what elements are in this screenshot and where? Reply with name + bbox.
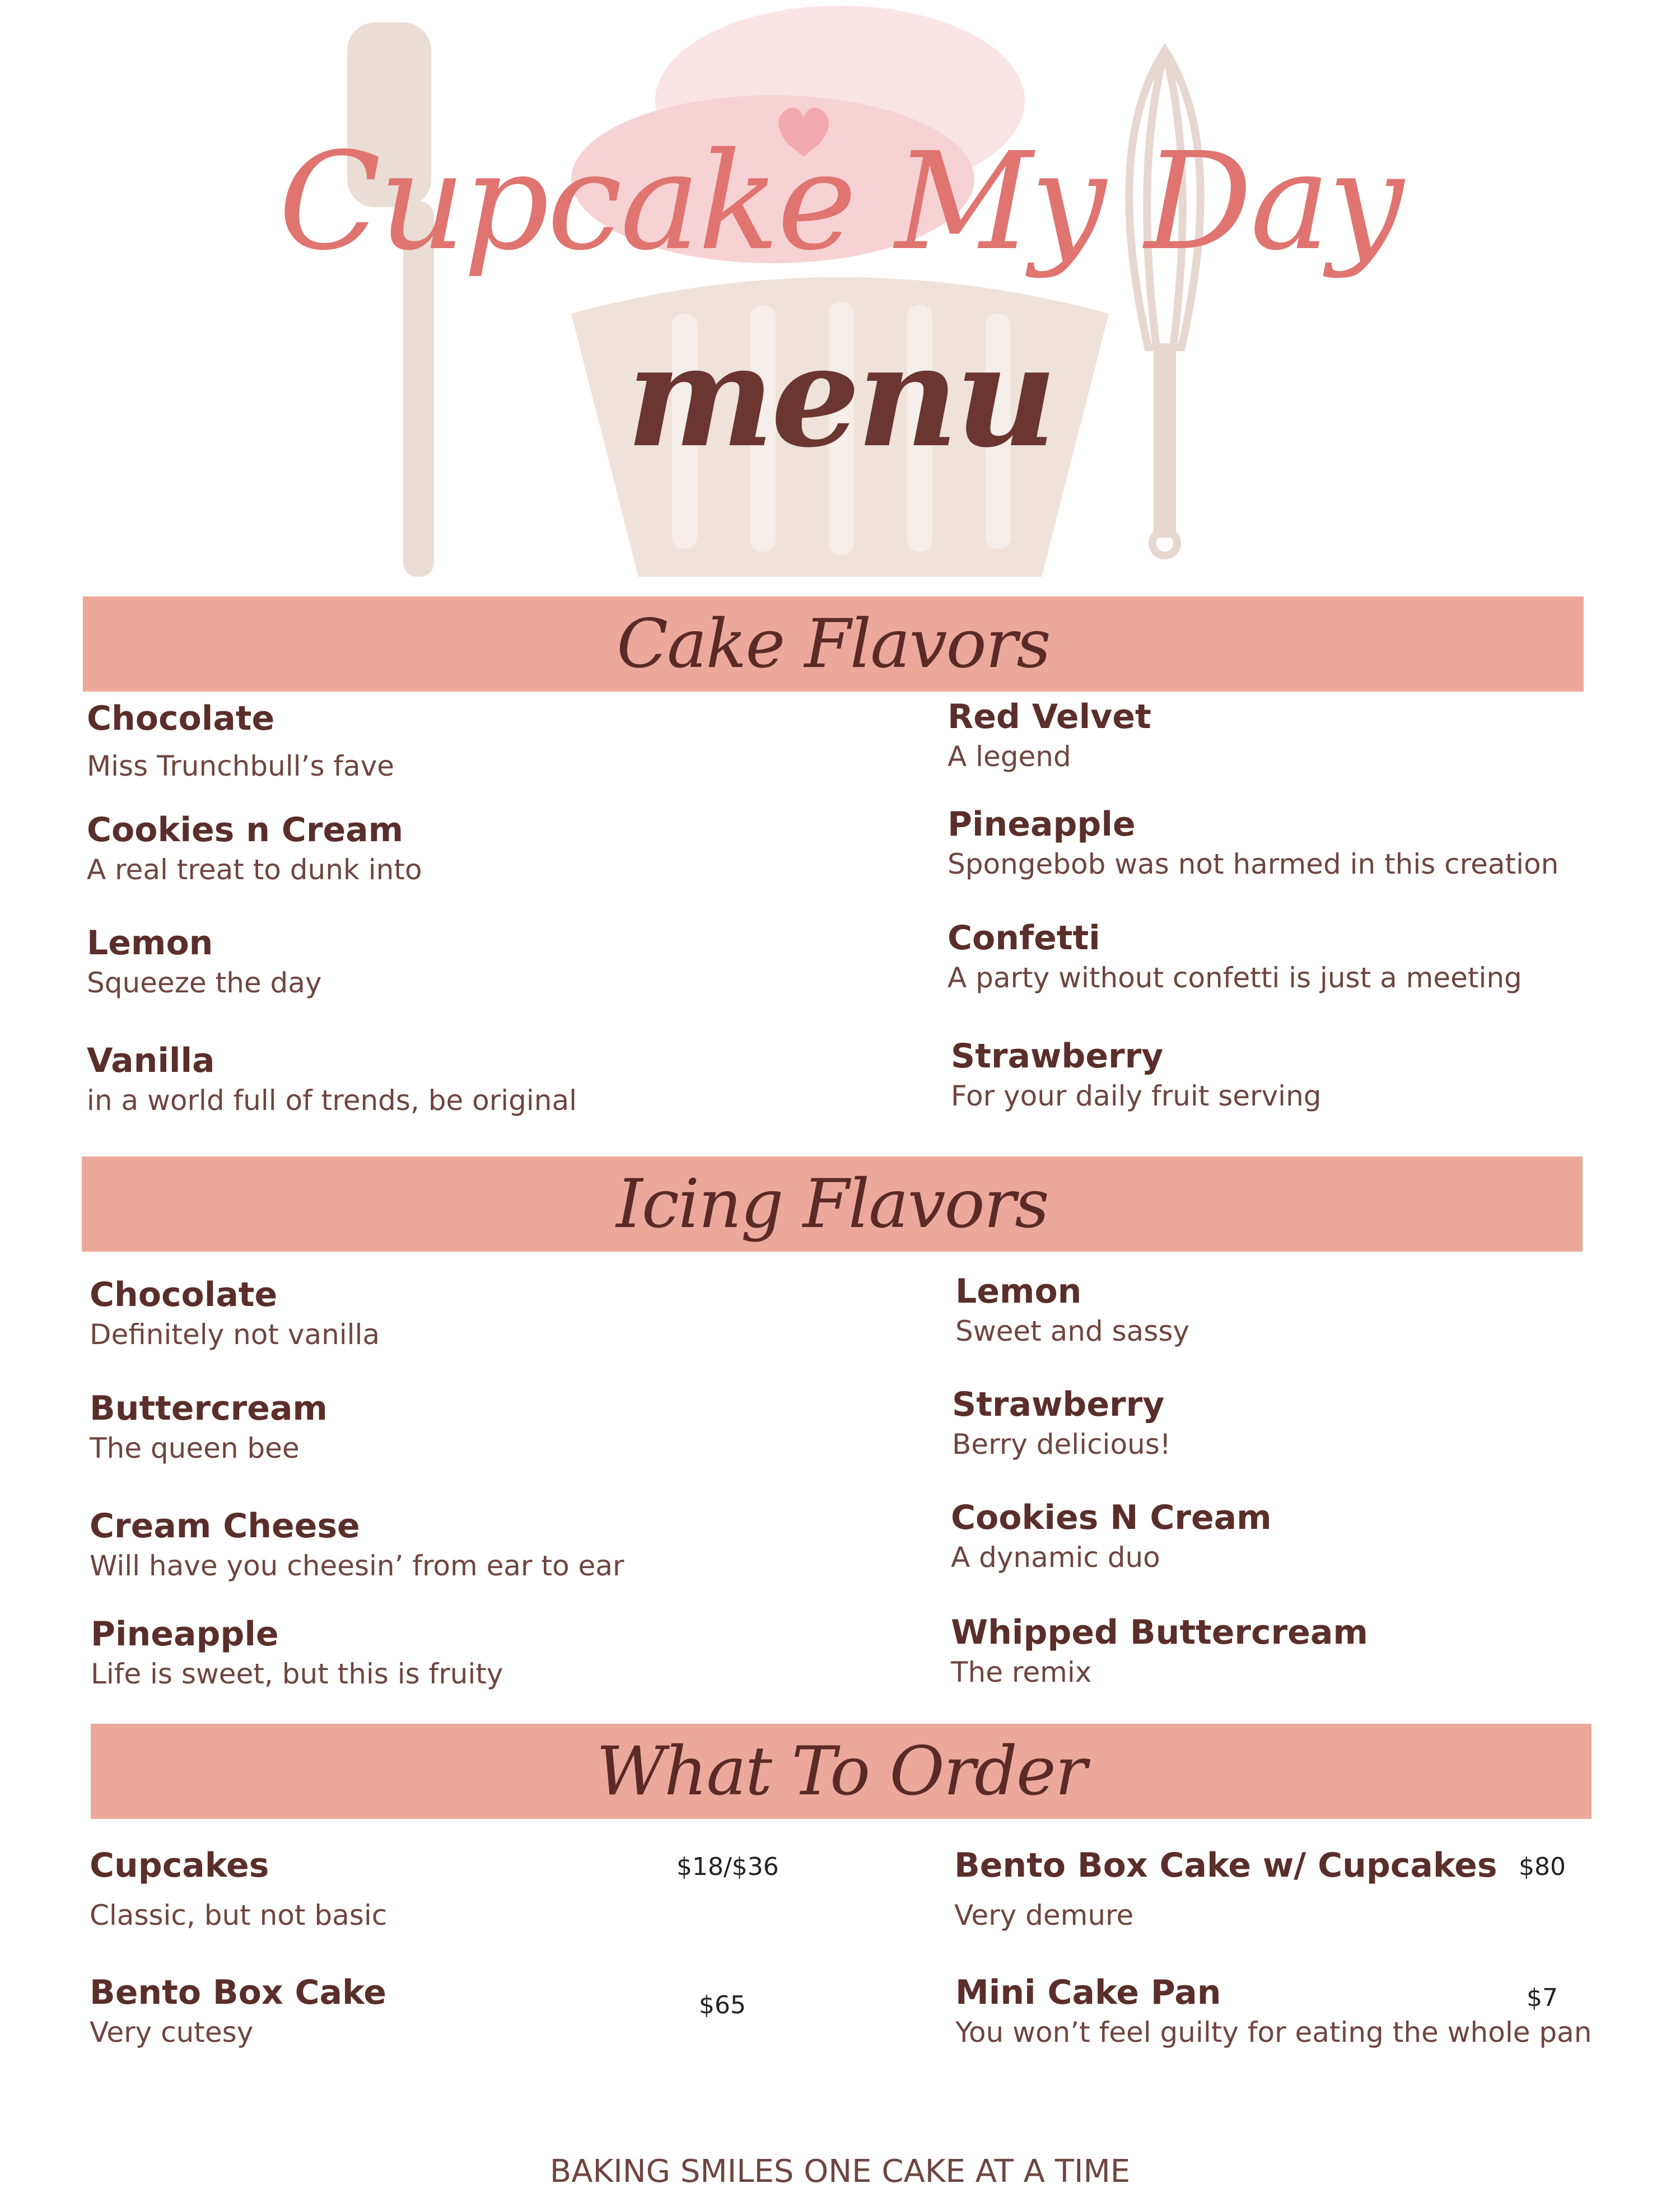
item-description: in a world full of trends, be original xyxy=(87,1084,577,1117)
item-description: Miss Trunchbull’s fave xyxy=(87,750,394,782)
item-description: A real treat to dunk into xyxy=(87,853,422,886)
item-description: Very cutesy xyxy=(90,2016,254,2049)
item-name: Cookies n Cream xyxy=(87,810,404,850)
cake-flavor-item xyxy=(87,1041,577,1120)
item-description: Will have you cheesin’ from ear to ear xyxy=(90,1550,624,1582)
item-name: Cream Cheese xyxy=(90,1506,360,1546)
menu-subtitle: menu xyxy=(626,314,1054,478)
cake-flavor-item xyxy=(87,810,422,889)
icing-flavor-item xyxy=(951,1498,1272,1577)
item-name: Lemon xyxy=(955,1272,1082,1311)
item-description: Classic, but not basic xyxy=(90,1899,388,1932)
item-name: Bento Box Cake xyxy=(90,1973,386,2012)
item-description: Berry delicious! xyxy=(952,1428,1171,1461)
menu-title: Cupcake My Day xyxy=(278,123,1402,280)
price-label: $7 xyxy=(1527,1984,1558,2012)
footer-tagline: BAKING SMILES ONE CAKE AT A TIME xyxy=(549,2153,1131,2190)
item-name: Buttercream xyxy=(90,1389,328,1428)
cake-flavor-item xyxy=(951,1036,1322,1116)
item-description: Very demure xyxy=(954,1899,1134,1932)
item-name: Chocolate xyxy=(90,1275,278,1314)
cake-flavors-heading: Cake Flavors xyxy=(617,605,1050,683)
item-name: Pineapple xyxy=(91,1615,279,1654)
price-label: $18/$36 xyxy=(676,1853,779,1881)
item-name: Chocolate xyxy=(87,699,275,738)
cake-flavors-banner xyxy=(83,596,1584,692)
item-name: Cookies N Cream xyxy=(951,1498,1272,1537)
item-description: The remix xyxy=(951,1656,1092,1688)
order-item xyxy=(90,1972,386,2052)
order-item xyxy=(955,1972,1592,2052)
price-label: $65 xyxy=(699,1991,746,2019)
price-label: $80 xyxy=(1519,1853,1566,1881)
item-description: Definitely not vanilla xyxy=(90,1318,380,1351)
item-name: Bento Box Cake w/ Cupcakes xyxy=(954,1846,1497,1885)
item-description: Life is sweet, but this is fruity xyxy=(91,1658,503,1690)
item-name: Red Velvet xyxy=(948,697,1151,736)
item-name: Vanilla xyxy=(87,1041,215,1080)
item-description: A legend xyxy=(948,740,1071,773)
bakery-illustration xyxy=(0,0,1680,616)
cake-flavor-item xyxy=(87,923,322,1002)
item-name: Cupcakes xyxy=(90,1846,269,1885)
icing-flavor-item xyxy=(90,1275,380,1354)
item-name: Strawberry xyxy=(951,1037,1164,1076)
item-description: You won’t feel guilty for eating the whole pan xyxy=(955,2016,1592,2049)
what-to-order-banner xyxy=(91,1724,1592,1819)
icing-flavor-item xyxy=(951,1612,1368,1692)
item-description: For your daily fruit serving xyxy=(951,1080,1322,1112)
spatula-icon xyxy=(347,22,434,577)
item-name: Lemon xyxy=(87,923,213,963)
item-name: Strawberry xyxy=(952,1385,1165,1424)
cake-flavor-item xyxy=(948,918,1522,997)
order-item xyxy=(90,1845,387,1935)
item-name: Mini Cake Pan xyxy=(955,1973,1221,2012)
cake-flavor-item xyxy=(948,697,1151,776)
item-description: The queen bee xyxy=(90,1432,300,1464)
icing-flavor-item xyxy=(90,1388,328,1468)
item-description: Squeeze the day xyxy=(87,967,322,999)
cake-flavor-item xyxy=(87,698,394,786)
item-name: Confetti xyxy=(948,918,1100,958)
item-description: Sweet and sassy xyxy=(955,1315,1189,1347)
cupcake-icon xyxy=(571,6,1109,577)
what-to-order-heading: What To Order xyxy=(596,1732,1086,1811)
item-name: Pineapple xyxy=(948,805,1136,844)
icing-flavor-item xyxy=(91,1614,503,1694)
icing-flavors-banner xyxy=(82,1156,1583,1252)
item-description: A party without confetti is just a meeting xyxy=(948,962,1522,994)
order-item xyxy=(954,1845,1497,1935)
icing-flavor-item xyxy=(952,1384,1171,1464)
item-description: Spongebob was not harmed in this creation xyxy=(948,848,1559,880)
item-name: Whipped Buttercream xyxy=(951,1613,1368,1652)
item-description: A dynamic duo xyxy=(951,1541,1160,1574)
cake-flavor-item xyxy=(948,804,1558,884)
icing-flavor-item xyxy=(955,1271,1189,1351)
icing-flavor-item xyxy=(90,1506,624,1585)
icing-flavors-heading: Icing Flavors xyxy=(616,1165,1048,1243)
